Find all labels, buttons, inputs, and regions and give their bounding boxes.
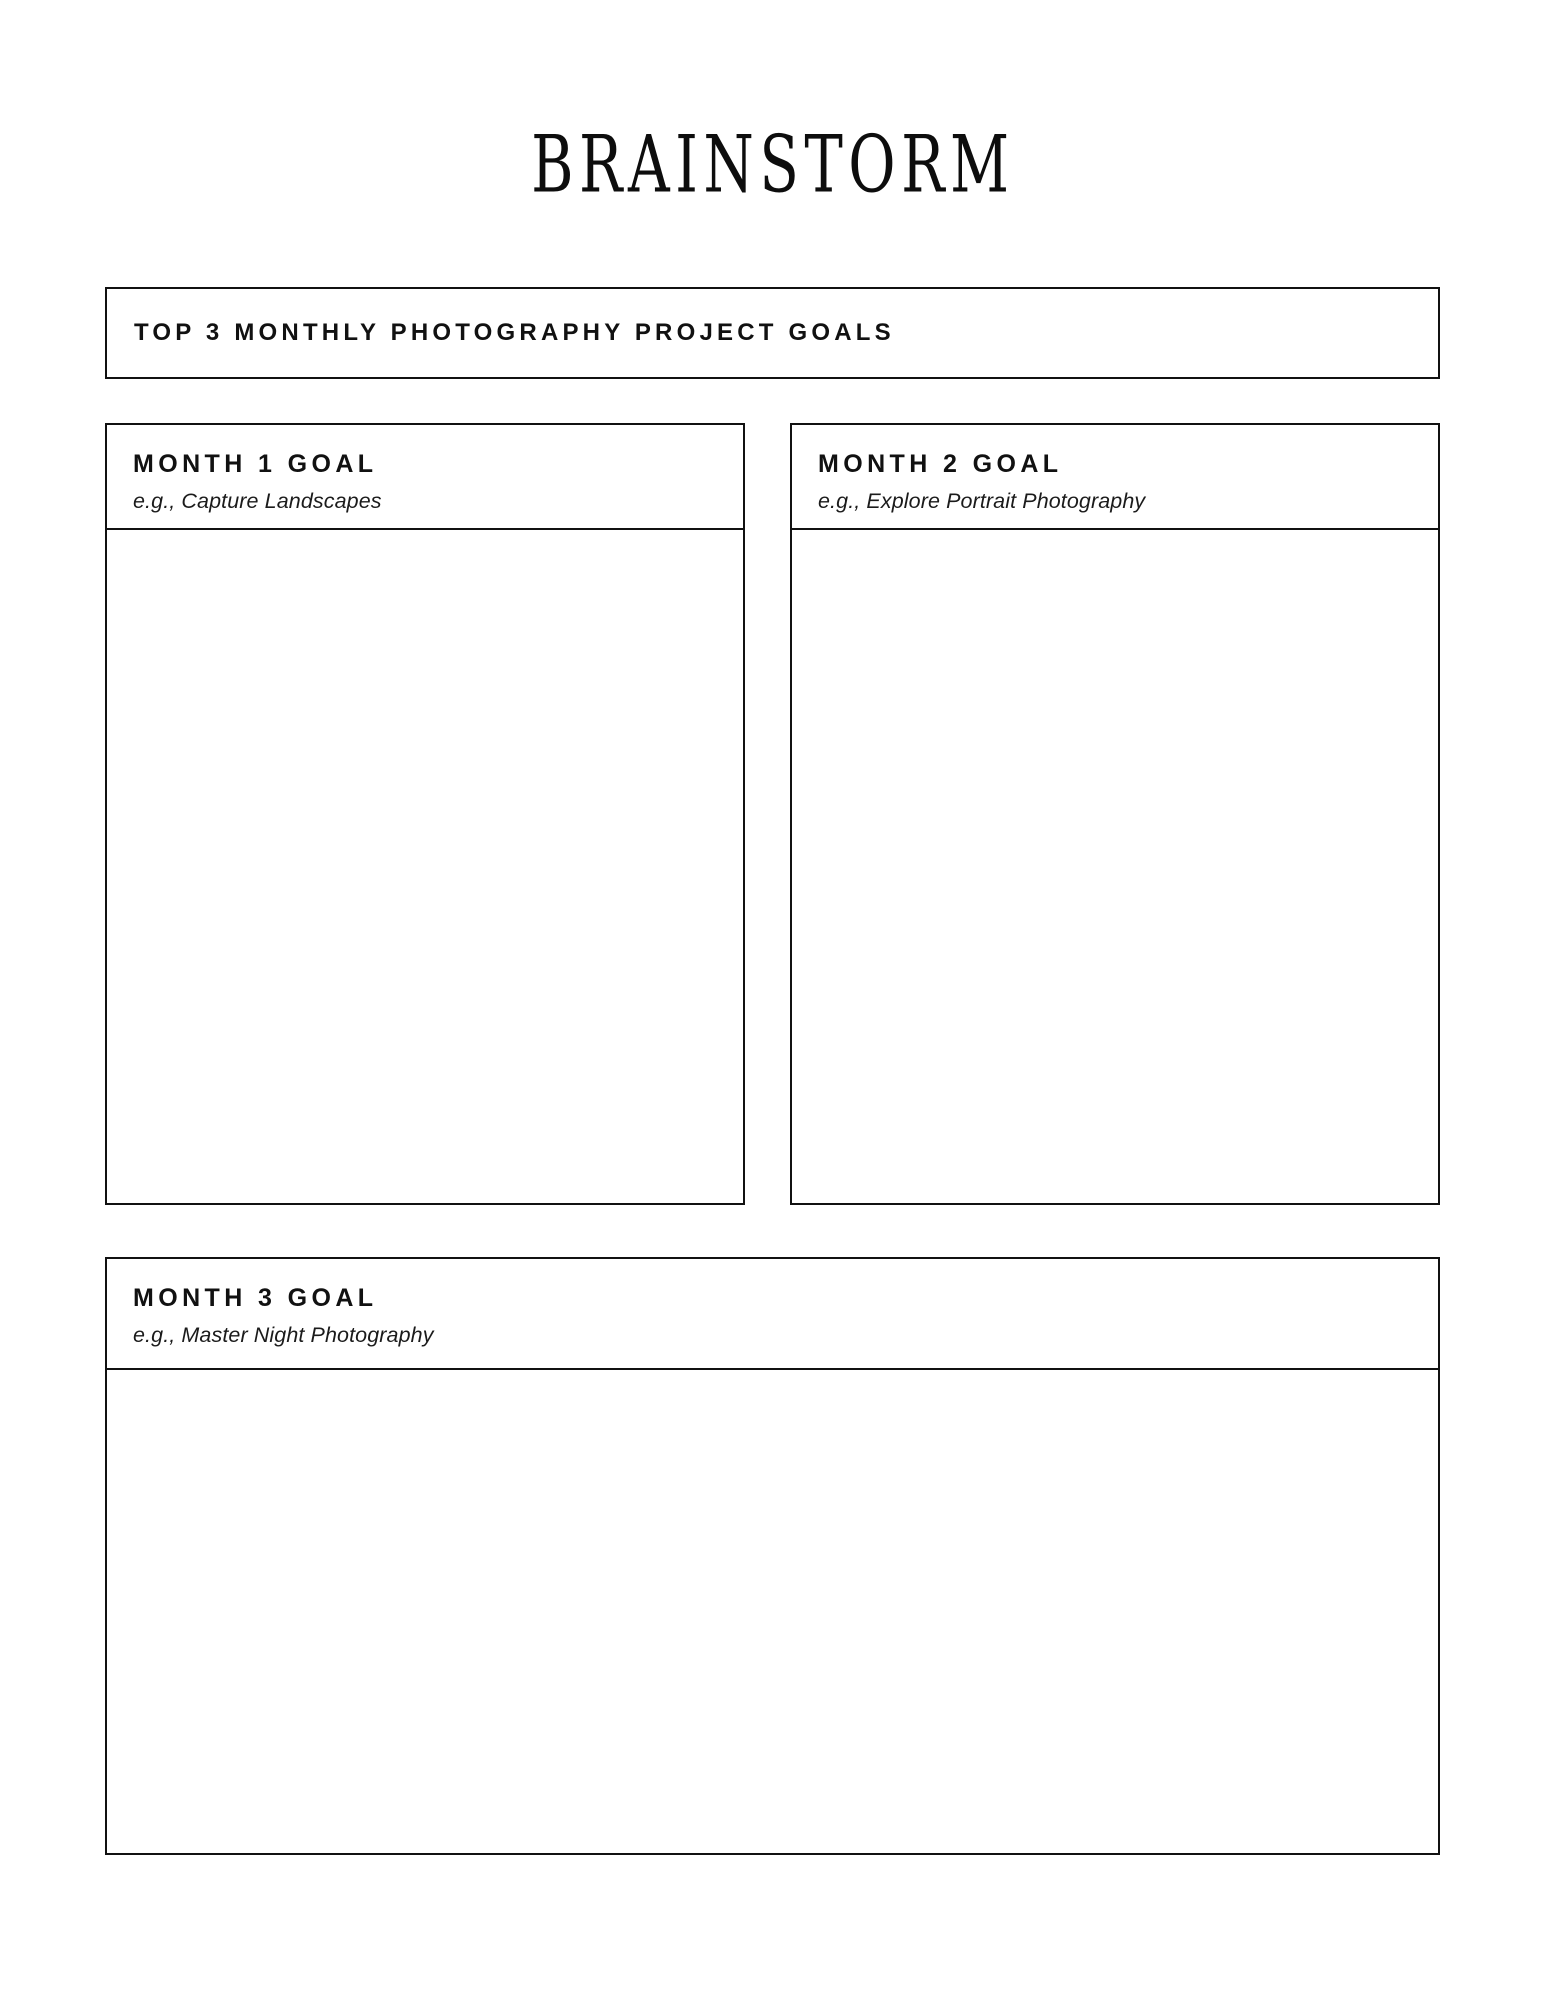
section-header-box <box>105 287 1440 379</box>
month-2-goal-card <box>790 423 1440 1205</box>
month-3-example-hint: e.g., Master Night Photography <box>133 1322 434 1347</box>
section-header-label: TOP 3 MONTHLY PHOTOGRAPHY PROJECT GOALS <box>134 318 895 346</box>
month-1-goal-card <box>105 423 745 1205</box>
section-header-inner <box>107 289 1438 377</box>
month-1-write-area[interactable] <box>107 530 743 1203</box>
month-2-label: MONTH 2 GOAL <box>818 450 1063 478</box>
month-3-label: MONTH 3 GOAL <box>133 1284 378 1312</box>
month-3-header <box>107 1259 1438 1370</box>
month-2-header <box>792 425 1438 530</box>
month-1-example-hint: e.g., Capture Landscapes <box>133 488 382 513</box>
month-1-label: MONTH 1 GOAL <box>133 450 378 478</box>
month-3-goal-card <box>105 1257 1440 1855</box>
month-3-write-area[interactable] <box>107 1370 1438 1853</box>
page-title: BRAINSTORM <box>530 118 1015 211</box>
month-2-example-hint: e.g., Explore Portrait Photography <box>818 488 1146 513</box>
month-1-header <box>107 425 743 530</box>
page-title-wrap <box>0 78 1545 251</box>
month-2-write-area[interactable] <box>792 530 1438 1203</box>
